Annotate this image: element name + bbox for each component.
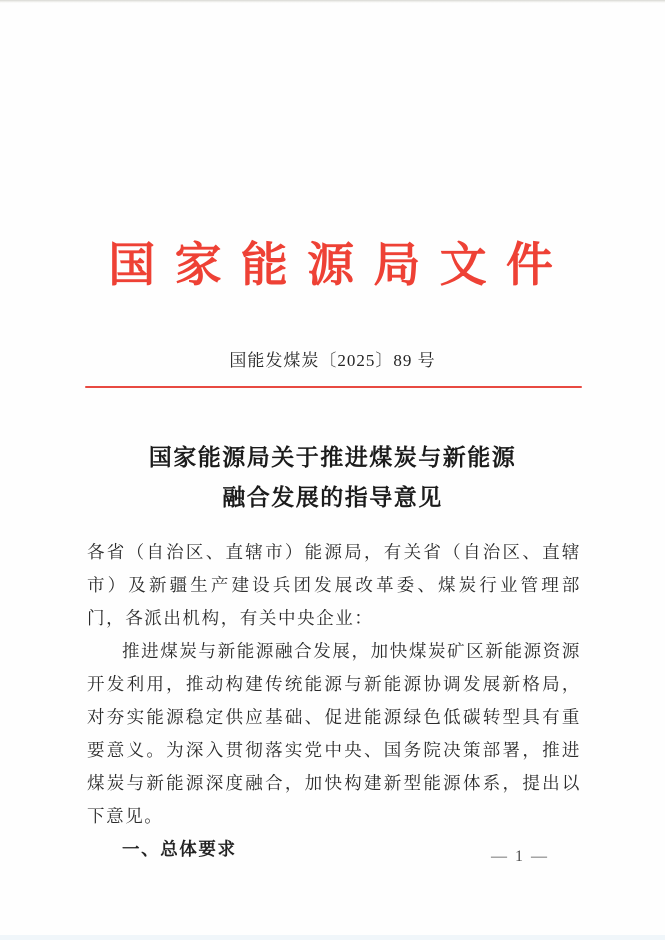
document-number: 国能发煤炭〔2025〕89 号 [229,351,436,370]
agency-header [0,236,665,296]
scan-edge-top [0,0,665,3]
document-title-line2: 融合发展的指导意见 [222,485,443,510]
agency-header-text: 国 家 能 源 局 文 件 [108,240,557,292]
document-title [0,438,665,518]
page-number: — 1 — [491,848,549,865]
red-divider-line [85,386,582,388]
document-body [87,536,581,866]
scan-edge-bottom [0,935,665,940]
section1-heading: 一、总体要求 [122,839,237,859]
intro-paragraph: 推进煤炭与新能源融合发展，加快煤炭矿区新能源资源开发利用，推动构建传统能源与新能源协调发展新格局，对夯实能源稳定供应基础、促进能源绿色低碳转型具有重要意义。为深入贯彻落实党中央、国务院决策部署，推进煤炭与新能源深度融合，加快构建新型能源体系，提出以下意见。 [87,641,581,826]
addressee-paragraph: 各省（自治区、直辖市）能源局，有关省（自治区、直辖市）及新疆生产建设兵团发展改革委、煤炭行业管理部门，各派出机构，有关中央企业： [87,542,581,628]
document-title-line1: 国家能源局关于推进煤炭与新能源 [148,445,517,470]
